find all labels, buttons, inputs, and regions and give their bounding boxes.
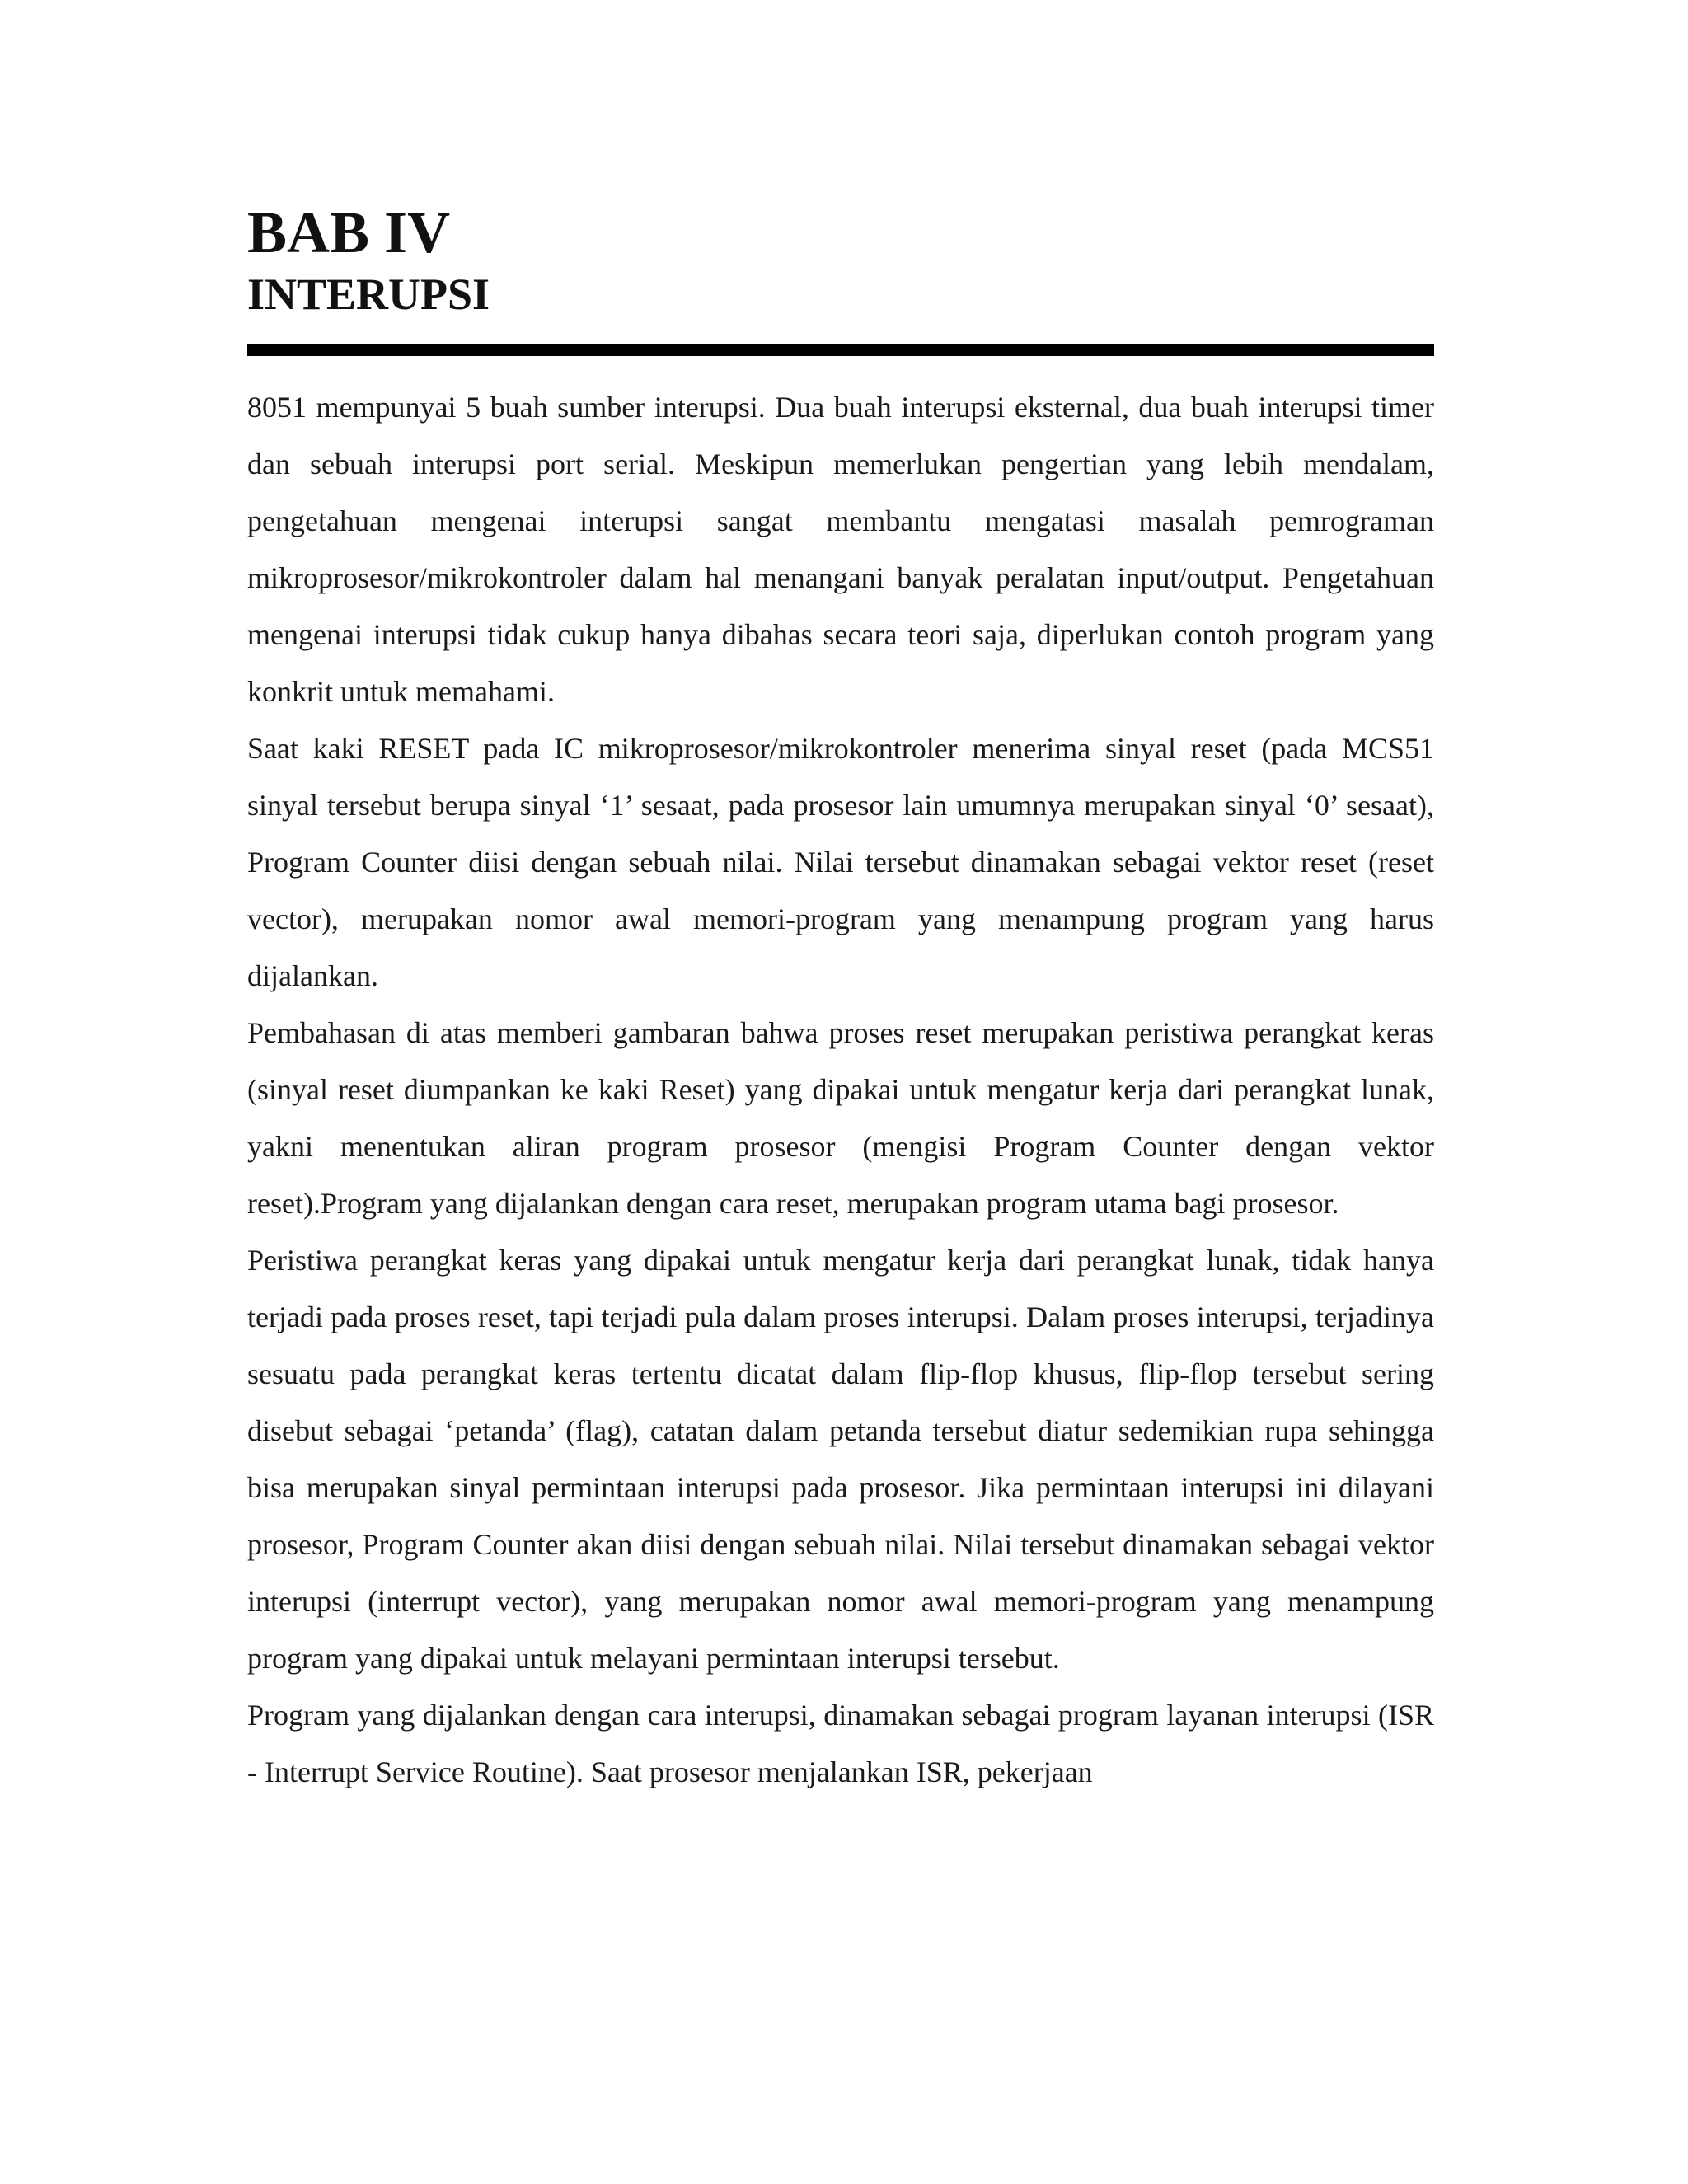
paragraph-reset: Saat kaki RESET pada IC mikroprosesor/mikrokontroler menerima sinyal reset (pada MCS51 sinyal tersebut berupa sinyal ‘1’ sesaat, pada prosesor lain umumnya merupakan sinyal ‘0’ sesaat), Program Counter diisi dengan sebuah nilai. Nilai tersebut dinamakan sebagai vektor reset (reset vector), merupakan nomor awal memori-program yang menampung program yang harus dijalankan.	[247, 732, 1434, 992]
chapter-title: INTERUPSI	[247, 269, 490, 319]
chapter-number: BAB IV	[247, 199, 451, 265]
paragraph-interrupt-process: Peristiwa perangkat keras yang dipakai untuk mengatur kerja dari perangkat lunak, tidak hanya terjadi pada proses reset, tapi terjadi pula dalam proses interupsi. Dalam proses interupsi, terjadinya sesuatu pada perangkat keras tertentu dicatat dalam flip-flop khusus, flip-flop tersebut sering disebut sebagai ‘petanda’ (flag), catatan dalam petanda tersebut diatur sedemikian rupa sehingga bisa merupakan sinyal permintaan interupsi pada prosesor. Jika permintaan interupsi ini dilayani prosesor, Program Counter akan diisi dengan sebuah nilai. Nilai tersebut dinamakan sebagai vektor interupsi (interrupt vector), yang merupakan nomor awal memori-program yang menampung program yang dipakai untuk melayani permintaan interupsi tersebut.	[247, 1244, 1434, 1675]
heading-rule	[247, 344, 1434, 356]
paragraph-reset-discussion: Pembahasan di atas memberi gambaran bahwa proses reset merupakan peristiwa perangkat keras (sinyal reset diumpankan ke kaki Reset) yang dipakai untuk mengatur kerja dari perangkat lunak, yakni menentukan aliran program prosesor (mengisi Program Counter dengan vektor reset).Program yang dijalankan dengan cara reset, merupakan program utama bagi prosesor.	[247, 1016, 1434, 1220]
paragraph-intro: 8051 mempunyai 5 buah sumber interupsi. Dua buah interupsi eksternal, dua buah interupsi timer dan sebuah interupsi port serial. Meskipun memerlukan pengertian yang lebih mendalam, pengetahuan mengenai interupsi sangat membantu mengatasi masalah pemrograman mikroprosesor/mikrokontroler dalam hal menangani banyak peralatan input/output. Pengetahuan mengenai interupsi tidak cukup hanya dibahas secara teori saja, diperlukan contoh program yang konkrit untuk memahami.	[247, 391, 1434, 708]
paragraph-isr: Program yang dijalankan dengan cara interupsi, dinamakan sebagai program layanan interupsi (ISR - Interrupt Service Routine). Saat prosesor menjalankan ISR, pekerjaan	[247, 1699, 1434, 1788]
page-content	[247, 198, 1434, 1801]
